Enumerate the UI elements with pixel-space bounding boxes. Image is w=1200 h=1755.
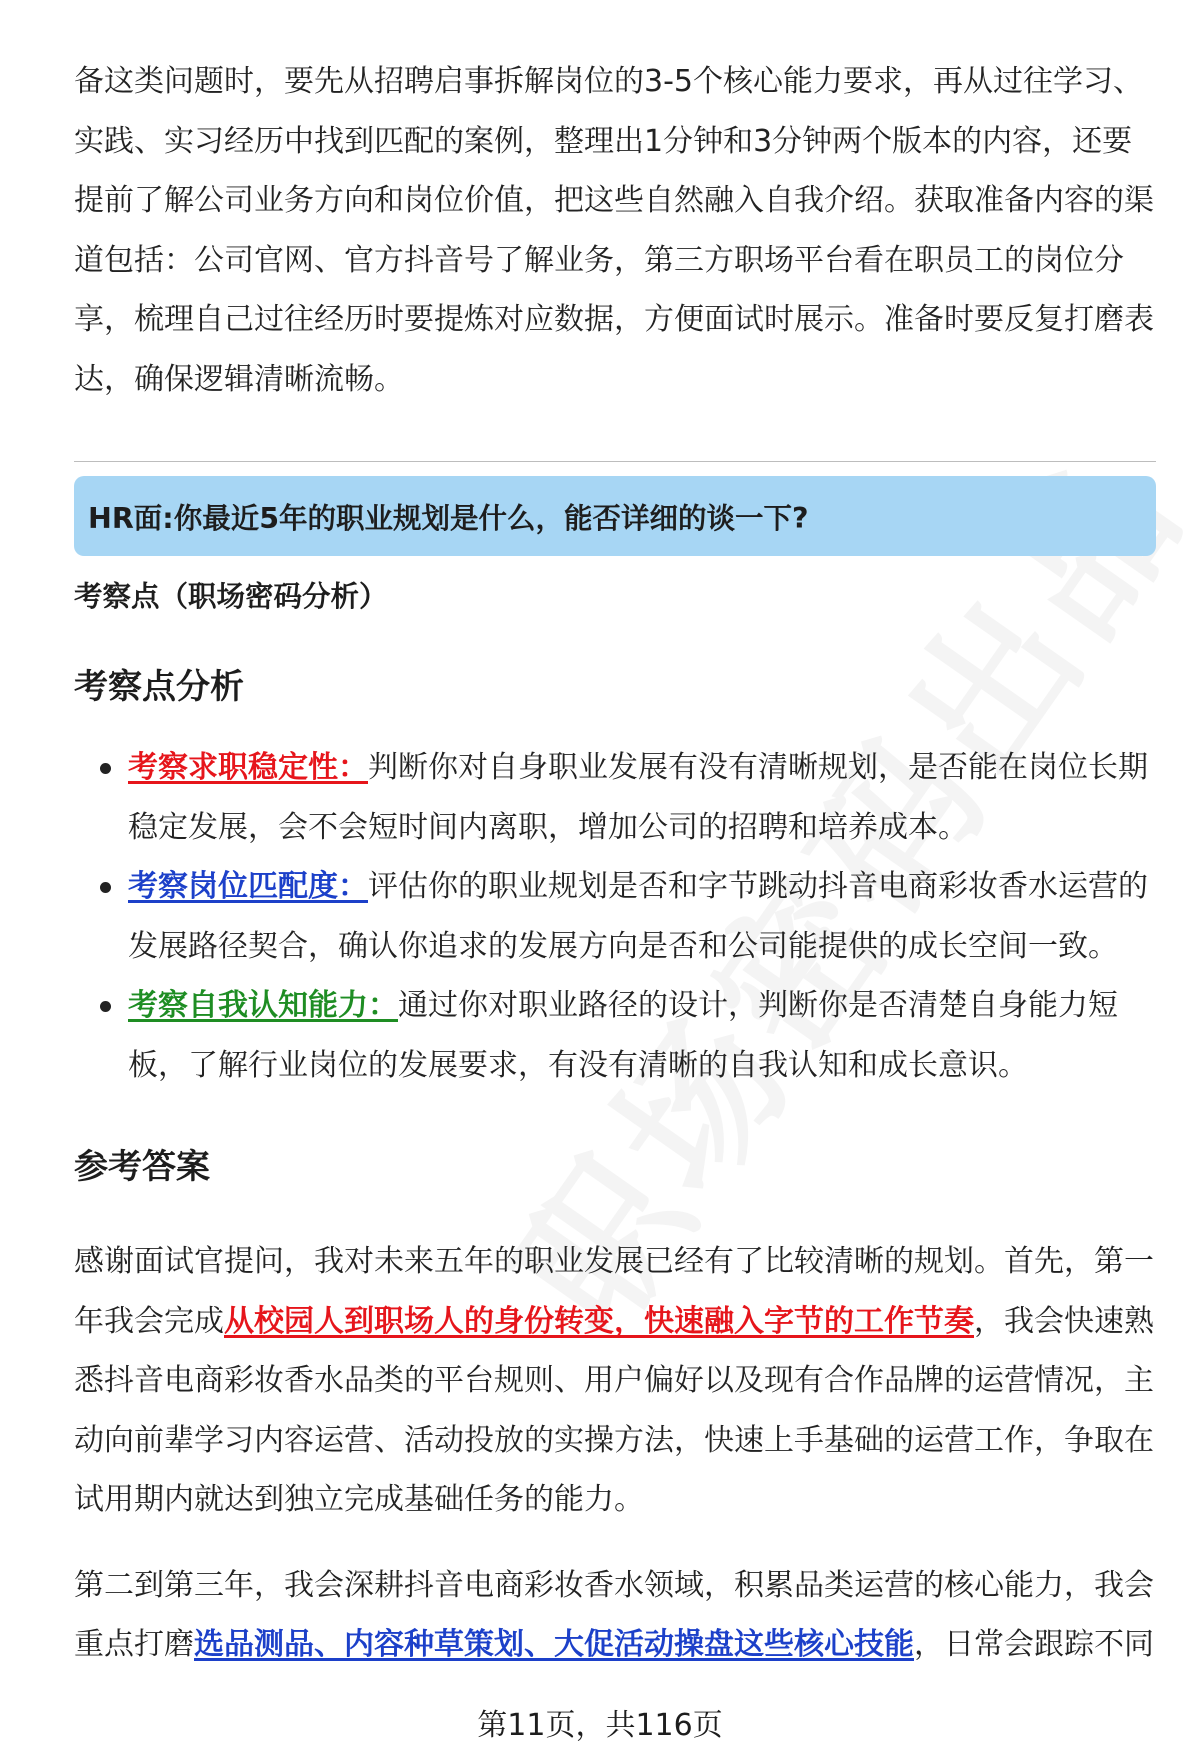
fit-text: 评估你的职业规划是否和字节跳动抖音电商彩妆香水运营的发展路径契合，确认你追求的发展方向是否和公司能提供的成长空间一致。 — [128, 869, 1148, 964]
document-page — [74, 0, 1156, 1675]
answer-p2-after: ，日常会跟踪不同 — [914, 1627, 1154, 1662]
subheading: 考察点（职场密码分析） — [74, 580, 388, 613]
answer-p1-highlight: 从校园人到职场人的身份转变，快速融入字节的工作节奏 — [224, 1303, 974, 1339]
question-banner — [74, 476, 1156, 556]
answer-p1-after: ，我会快速熟悉抖音电商彩妆香水品类的平台规则、用户偏好以及现有合作品牌的运营情况，主动向前辈学习内容运营、活动投放的实操方法，快速上手基础的运营工作，争取在试用期内就达到独立完成基础任务的能力。 — [74, 1303, 1154, 1517]
answer-p2-before: 第二到第三年，我会深耕抖音电商彩妆香水领域，积累品类运营的核心能力，我会重点打磨 — [74, 1567, 1154, 1662]
page-number: 第11页，共116页 — [477, 1708, 723, 1743]
self-awareness-keyword: 考察自我认知能力： — [128, 988, 398, 1023]
bullet-dot-icon — [100, 1001, 111, 1012]
self-awareness-text: 通过你对职业路径的设计，判断你是否清楚自身能力短板，了解行业岗位的发展要求，有没有清晰的自我认知和成长意识。 — [128, 988, 1118, 1083]
answer-paragraph-2 — [74, 1556, 1156, 1675]
bullet-dot-icon — [100, 882, 111, 893]
stability-text: 判断你对自身职业发展有没有清晰规划，是否能在岗位长期稳定发展，会不会短时间内离职，增加公司的招聘和培养成本。 — [128, 750, 1148, 845]
answer-p2-highlight: 选品测品、内容种草策划、大促活动操盘这些核心技能 — [194, 1627, 914, 1662]
list-item — [74, 738, 1156, 857]
answer-title: 参考答案 — [74, 1147, 210, 1187]
answer-p1-before: 感谢面试官提问，我对未来五年的职业发展已经有了比较清晰的规划。首先，第一年我会完成 — [74, 1244, 1154, 1339]
list-item — [74, 857, 1156, 976]
fit-keyword: 考察岗位匹配度： — [128, 869, 368, 904]
list-item — [74, 976, 1156, 1095]
analysis-title: 考察点分析 — [74, 667, 244, 707]
intro-paragraph: 备这类问题时，要先从招聘启事拆解岗位的3-5个核心能力要求，再从过往学习、实践、实习经历中找到匹配的案例，整理出1分钟和3分钟两个版本的内容，还要提前了解公司业务方向和岗位价值，把这些自然融入自我介绍。获取准备内容的渠道包括：公司官网、官方抖音号了解业务，第三方职场平台看在职员工的岗位分享，梳理自己过往经历时要提炼对应数据，方便面试时展示。准备时要反复打磨表达，确保逻辑清晰流畅。 — [74, 64, 1154, 397]
section-divider — [74, 461, 1156, 462]
question-text: HR面:你最近5年的职业规划是什么，能否详细的谈一下? — [88, 501, 809, 535]
stability-keyword: 考察求职稳定性： — [128, 750, 368, 785]
answer-paragraph-1 — [74, 1232, 1156, 1530]
bullet-dot-icon — [100, 763, 111, 774]
analysis-list — [74, 738, 1156, 1095]
